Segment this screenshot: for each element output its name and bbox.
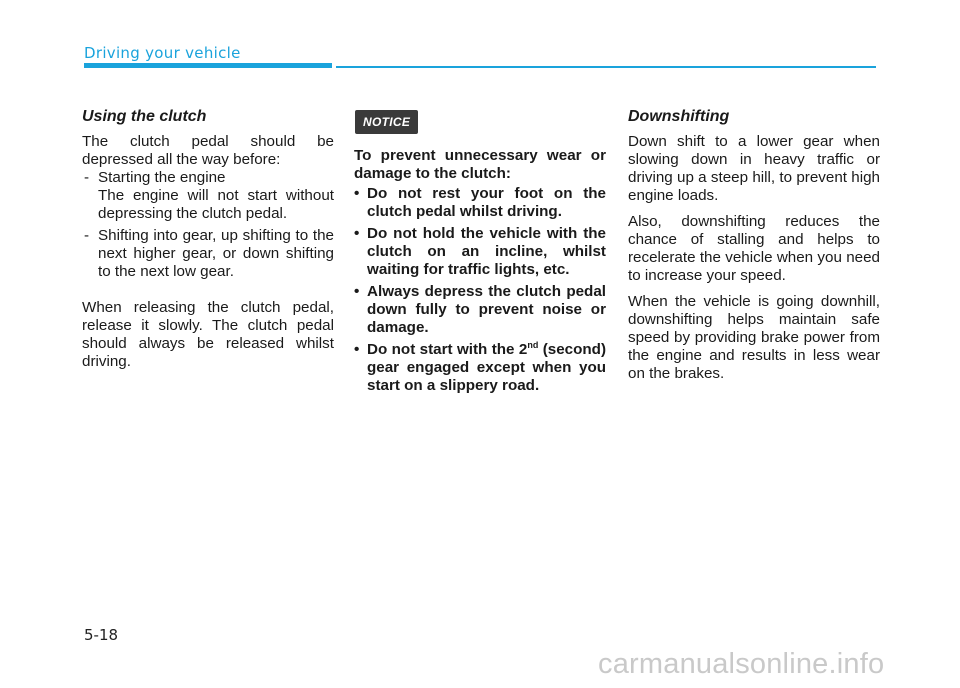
list-item-title: Starting the engine (98, 169, 226, 186)
bullet-text-pre: Do not start with the 2 (367, 341, 528, 358)
downshift-paragraph: When the vehicle is going downhill, downshifting helps maintain safe speed by providing brake power from the engine and results in less wear on the brakes. (628, 293, 880, 382)
heading-using-clutch: Using the clutch (82, 108, 207, 125)
clutch-conditions-list (82, 169, 334, 281)
list-item-title: Shifting into gear, up shifting to the next higher gear, or down shifting to the next low gear. (98, 227, 334, 280)
watermark: carmanualsonline.info (598, 648, 885, 680)
list-item (82, 227, 334, 281)
notice-intro: To prevent unnecessary wear or damage to the clutch: (354, 147, 606, 182)
list-item-detail: The engine will not start without depressing the clutch pedal. (98, 187, 334, 222)
list-item: • Do not hold the vehicle with the clutch on an incline, whilst waiting for traffic lights, etc. (354, 225, 606, 279)
section-title: Driving your vehicle (84, 44, 241, 62)
notice-bullet-list (354, 185, 606, 395)
downshift-paragraph: Down shift to a lower gear when slowing down in heavy traffic or driving up a steep hill, to prevent high engine loads. (628, 133, 880, 204)
list-item: • Always depress the clutch pedal down fully to prevent noise or damage. (354, 283, 606, 337)
list-item: • Do not rest your foot on the clutch pedal whilst driving. (354, 185, 606, 221)
column-downshifting (628, 108, 880, 383)
page-number: 5-18 (84, 626, 119, 644)
header-rule-thick (84, 63, 332, 68)
clutch-intro: The clutch pedal should be depressed all the way before: (82, 133, 334, 168)
list-item (82, 169, 334, 223)
downshift-paragraph: Also, downshifting reduces the chance of stalling and helps to recelerate the vehicle when you need to increase your speed. (628, 213, 880, 284)
bullet-text-post: (second) gear engaged except when you start on a slippery road. (367, 341, 607, 394)
column-notice (354, 110, 606, 399)
column-using-clutch (82, 108, 334, 371)
clutch-release-text: When releasing the clutch pedal, release it slowly. The clutch pedal should always be released whilst driving. (82, 299, 334, 370)
ordinal-suffix: nd (527, 339, 539, 350)
heading-downshifting: Downshifting (628, 108, 730, 125)
header-rule-thin (336, 66, 876, 68)
notice-badge: NOTICE (355, 110, 418, 134)
list-item (354, 341, 606, 395)
